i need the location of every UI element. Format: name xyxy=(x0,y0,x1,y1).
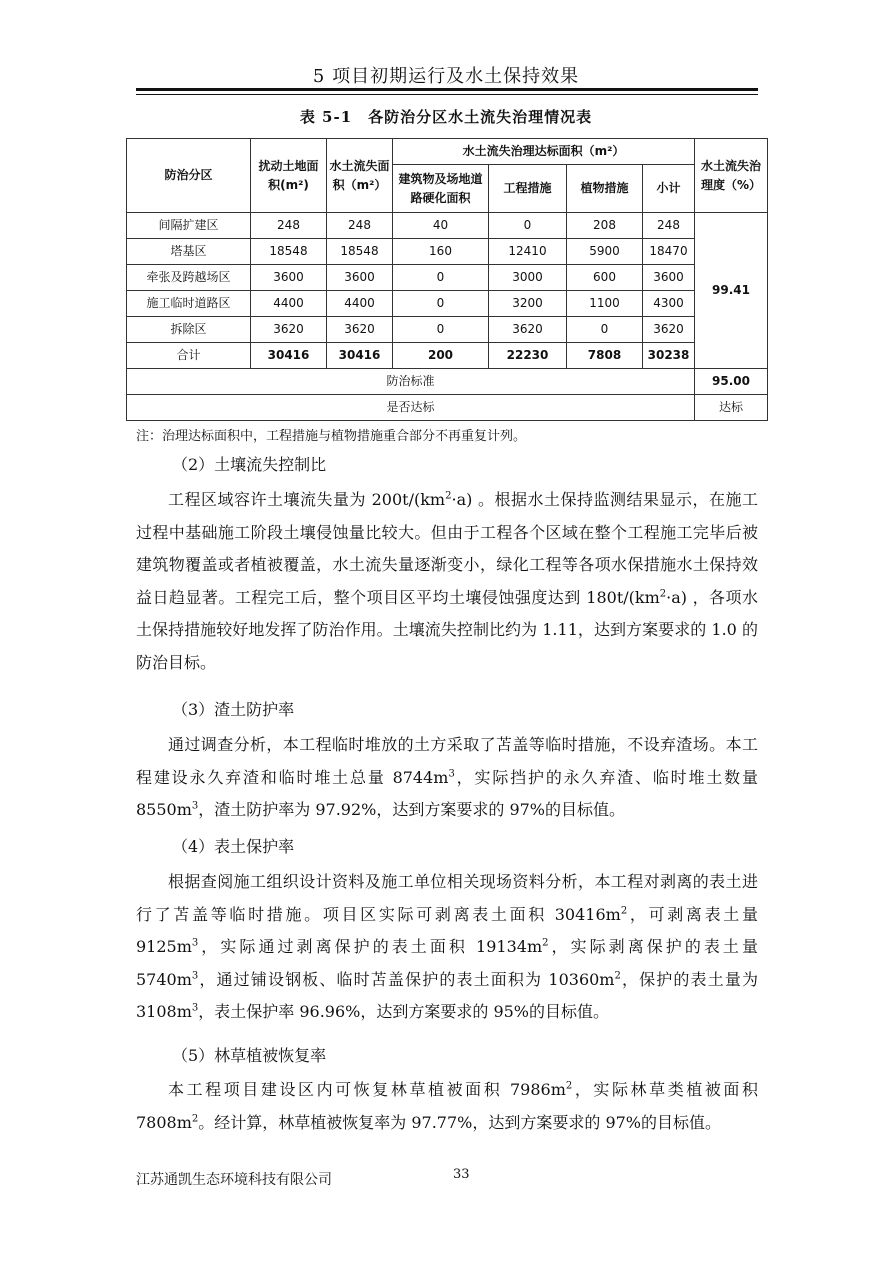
cell-total-loss: 30416 xyxy=(327,343,393,369)
table-standard-row xyxy=(127,369,768,395)
cell-building: 0 xyxy=(393,265,489,291)
page-header-title: 5 项目初期运行及水土保持效果 xyxy=(312,66,580,87)
paragraph-vegetation-recovery: 本工程项目建设区内可恢复林草植被面积 $7986m^2$，实际林草类植被面积 $7808m^2$。经计算，林草植被恢复率为 97.77%，达到方案要求的 97%的目标值。 xyxy=(136,1080,758,1132)
cell-zone: 拆除区 xyxy=(127,317,251,343)
header-rule-thick xyxy=(136,88,758,91)
cell-compliance-label: 是否达标 xyxy=(127,395,695,421)
header-treatment-degree: 水土流失治理度（%） xyxy=(695,139,768,213)
section-heading-topsoil-protection: （4）表土保护率 xyxy=(172,837,295,856)
header-engineering: 工程措施 xyxy=(489,165,567,213)
header-rule-thin xyxy=(136,94,758,95)
header-zone: 防治分区 xyxy=(127,139,251,213)
cell-subtotal: 3620 xyxy=(643,317,695,343)
cell-subtotal: 3600 xyxy=(643,265,695,291)
cell-engineering: 3620 xyxy=(489,317,567,343)
section-heading-vegetation-recovery: （5）林草植被恢复率 xyxy=(172,1046,327,1065)
table-row xyxy=(127,213,768,239)
cell-loss: 4400 xyxy=(327,291,393,317)
cell-disturbed: 3600 xyxy=(251,265,327,291)
cell-total-plant: 7808 xyxy=(567,343,643,369)
paragraph-topsoil-protection: 根据查阅施工组织设计资料及施工单位相关现场资料分析，本工程对剥离的表土进行了苫盖等临时措施。项目区实际可剥离表土面积 $30416m^2$，可剥离表土量 $9125m^3$，实际通过剥离保护的表土面积 $19134m^2$，实际剥离保护的表土量 $5740m^3$，通过铺设钢板、临时苫盖保护的表土面积为 $10360m^2$，保护的表土量为 $3108m^3$，表土保护率 96.96%，达到方案要求的 95%的目标值。 xyxy=(136,872,758,1021)
table-row xyxy=(127,265,768,291)
table-total-row xyxy=(127,343,768,369)
cell-loss: 248 xyxy=(327,213,393,239)
cell-plant: 1100 xyxy=(567,291,643,317)
table-note: 注：治理达标面积中，工程措施与植物措施重合部分不再重复计列。 xyxy=(136,429,527,444)
cell-total-subtotal: 30238 xyxy=(643,343,695,369)
table-caption: 表 5-1 各防治分区水土流失治理情况表 xyxy=(299,108,593,126)
cell-zone: 间隔扩建区 xyxy=(127,213,251,239)
cell-total-building: 200 xyxy=(393,343,489,369)
erosion-treatment-table xyxy=(126,138,768,421)
cell-engineering: 12410 xyxy=(489,239,567,265)
header-treated-area-group: 水土流失治理达标面积（m²） xyxy=(393,139,695,165)
cell-loss: 18548 xyxy=(327,239,393,265)
cell-engineering: 3200 xyxy=(489,291,567,317)
cell-building: 0 xyxy=(393,317,489,343)
page-number: 33 xyxy=(453,1167,470,1182)
cell-subtotal: 4300 xyxy=(643,291,695,317)
cell-standard-value: 95.00 xyxy=(695,369,768,395)
cell-plant: 5900 xyxy=(567,239,643,265)
cell-treatment-degree: 99.41 xyxy=(695,213,768,369)
cell-plant: 600 xyxy=(567,265,643,291)
cell-standard-label: 防治标准 xyxy=(127,369,695,395)
cell-building: 40 xyxy=(393,213,489,239)
cell-loss: 3600 xyxy=(327,265,393,291)
cell-total-engineering: 22230 xyxy=(489,343,567,369)
cell-plant: 0 xyxy=(567,317,643,343)
table-compliance-row xyxy=(127,395,768,421)
cell-total-disturbed: 30416 xyxy=(251,343,327,369)
cell-building: 0 xyxy=(393,291,489,317)
header-plant: 植物措施 xyxy=(567,165,643,213)
header-subtotal: 小计 xyxy=(643,165,695,213)
cell-subtotal: 18470 xyxy=(643,239,695,265)
cell-zone: 施工临时道路区 xyxy=(127,291,251,317)
table-row xyxy=(127,239,768,265)
cell-building: 160 xyxy=(393,239,489,265)
cell-subtotal: 248 xyxy=(643,213,695,239)
header-loss-area: 水土流失面积（m²） xyxy=(327,139,393,213)
table-row xyxy=(127,317,768,343)
cell-disturbed: 4400 xyxy=(251,291,327,317)
paragraph-soil-loss-ratio: 工程区域容许土壤流失量为 $200t/(km^2\cdot a)$ 。根据水土保持监测结果显示，在施工过程中基础施工阶段土壤侵蚀量比较大。但由于工程各个区域在整个工程施工完毕后被建筑物覆盖或者植被覆盖，水土流失量逐渐变小，绿化工程等各项水保措施水土保持效益日趋显著。工程完工后，整个项目区平均土壤侵蚀强度达到 $180t/(km^2\cdot a)$ ，各项水土保持措施较好地发挥了防治作用。土壤流失控制比约为 1.11，达到方案要求的 1.0 的防治目标。 xyxy=(136,490,758,672)
table-row xyxy=(127,291,768,317)
cell-engineering: 3000 xyxy=(489,265,567,291)
section-heading-spoil-protection: （3）渣土防护率 xyxy=(172,700,295,719)
cell-engineering: 0 xyxy=(489,213,567,239)
cell-loss: 3620 xyxy=(327,317,393,343)
header-disturbed-area: 扰动土地面积(m²) xyxy=(251,139,327,213)
cell-disturbed: 18548 xyxy=(251,239,327,265)
cell-plant: 208 xyxy=(567,213,643,239)
paragraph-spoil-protection: 通过调查分析，本工程临时堆放的土方采取了苫盖等临时措施，不设弃渣场。本工程建设永久弃渣和临时堆土总量 $8744m^3$，实际挡护的永久弃渣、临时堆土数量 $8550m^3$，渣土防护率为 97.92%，达到方案要求的 97%的目标值。 xyxy=(136,735,758,819)
section-heading-soil-loss-ratio: （2）土壤流失控制比 xyxy=(172,455,327,474)
cell-zone: 塔基区 xyxy=(127,239,251,265)
cell-compliance-value: 达标 xyxy=(695,395,768,421)
cell-disturbed: 3620 xyxy=(251,317,327,343)
cell-disturbed: 248 xyxy=(251,213,327,239)
header-building-area: 建筑物及场地道路硬化面积 xyxy=(393,165,489,213)
cell-total-label: 合计 xyxy=(127,343,251,369)
footer-company: 江苏通凯生态环境科技有限公司 xyxy=(136,1172,332,1188)
cell-zone: 牵张及跨越场区 xyxy=(127,265,251,291)
